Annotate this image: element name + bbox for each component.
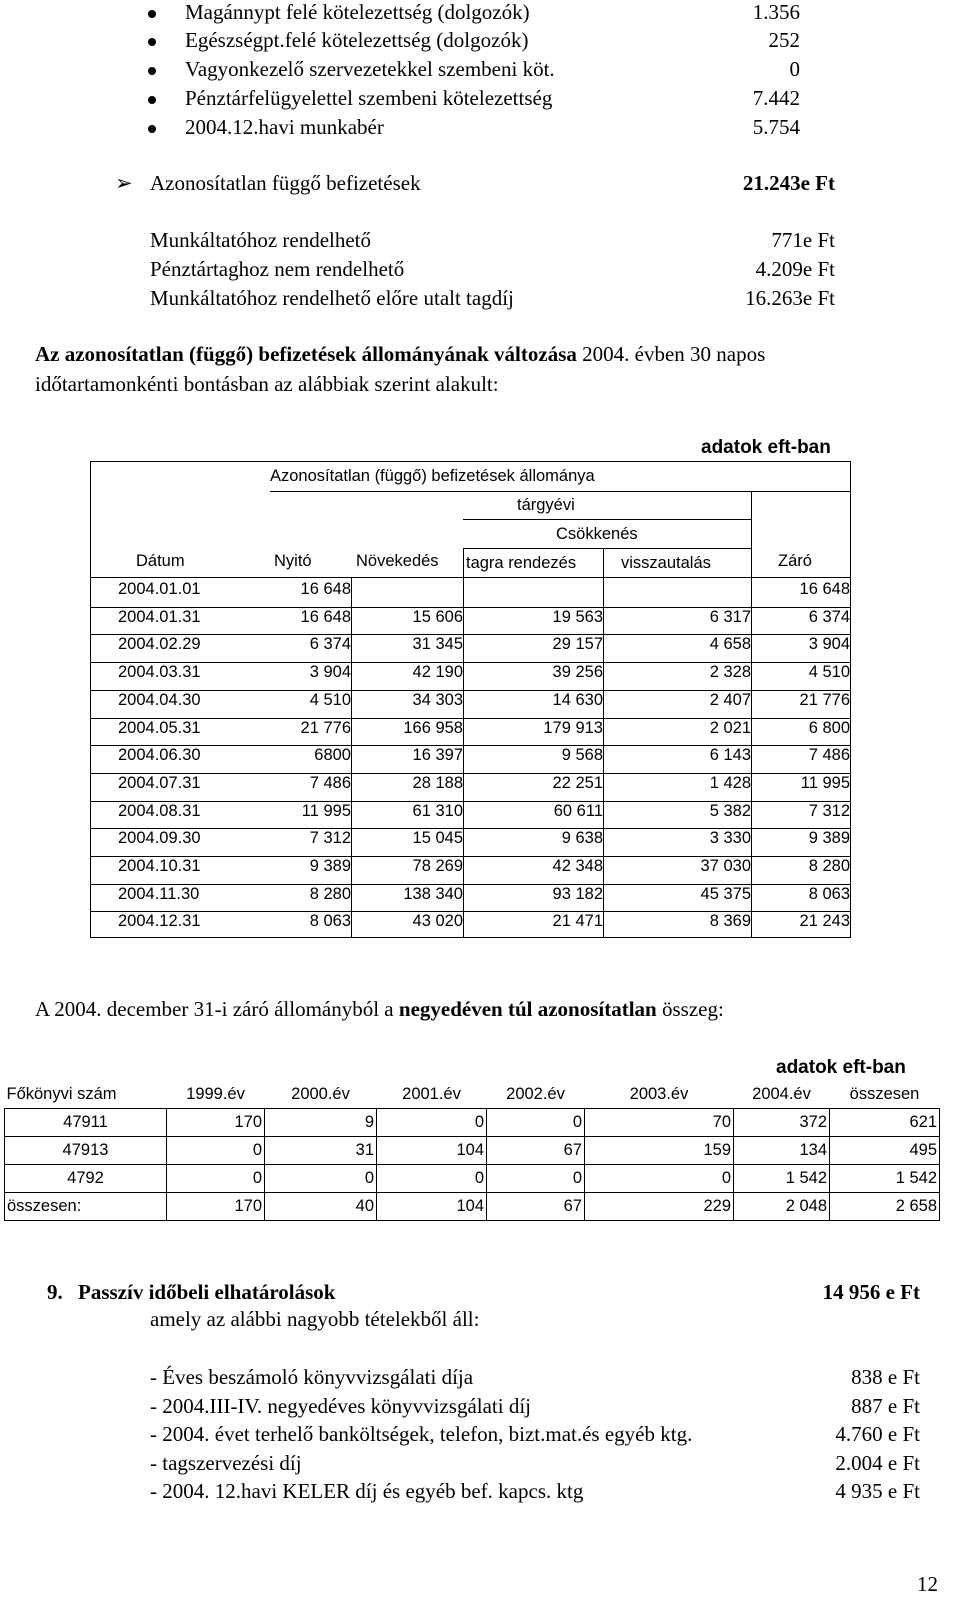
cell-date: 2004.10.31	[118, 857, 201, 875]
header-group: Azonosítatlan (függő) befizetések állománya	[270, 467, 595, 485]
account-cell: 4792	[5, 1165, 167, 1193]
cell-member: 60 611	[553, 802, 603, 820]
cell-member: 39 256	[552, 663, 603, 681]
amount-cell: 159	[585, 1137, 734, 1165]
cell-date: 2004.01.31	[118, 608, 201, 626]
amount-cell: 9	[265, 1109, 377, 1137]
bullet-label: Pénztárfelügyelettel szembeni kötelezettség	[185, 86, 553, 110]
cell-close: 16 648	[799, 580, 850, 598]
cell-refund: 37 030	[700, 857, 751, 875]
ledger-table	[4, 1081, 940, 1221]
amount-cell: 104	[377, 1193, 487, 1221]
item-label: Munkáltatóhoz rendelhető előre utalt tagdíj	[150, 286, 514, 310]
cell-refund: 4 658	[709, 635, 751, 653]
section-number: 9.	[47, 1280, 63, 1304]
header-refund: visszautalás	[621, 554, 711, 572]
cell-date: 2004.03.31	[118, 663, 201, 681]
cell-open: 11 995	[301, 802, 351, 820]
cell-refund: 2 407	[709, 691, 751, 709]
cell-date: 2004.12.31	[118, 912, 201, 930]
bullet-dot	[148, 67, 156, 75]
cell-refund: 8 369	[709, 912, 751, 930]
cell-increase: 138 340	[403, 885, 463, 903]
amount-cell: 229	[585, 1193, 734, 1221]
cell-increase: 16 397	[412, 746, 463, 764]
amount-cell: 495	[830, 1137, 940, 1165]
amount-cell: 621	[830, 1109, 940, 1137]
paragraph-bold: negyedéven túl azonosítatlan	[398, 997, 657, 1021]
item-value: 2.004 e Ft	[835, 1451, 920, 1475]
cell-member: 14 630	[552, 691, 603, 709]
amount-cell: 1 542	[734, 1165, 830, 1193]
table-row	[5, 1193, 940, 1221]
cell-date: 2004.07.31	[118, 774, 201, 792]
header-cell: 2000.év	[265, 1081, 377, 1109]
item-label: - tagszervezési díj	[150, 1451, 302, 1475]
cell-member: 19 563	[552, 608, 603, 626]
cell-refund: 5 382	[709, 802, 751, 820]
amount-cell: 2 658	[830, 1193, 940, 1221]
cell-close: 8 280	[808, 857, 850, 875]
cell-close: 21 776	[799, 691, 850, 709]
amount-cell: 134	[734, 1137, 830, 1165]
cell-refund: 45 375	[700, 885, 751, 903]
paragraph-bold: Az azonosítatlan (függő) befizetések állományának változása	[35, 342, 577, 366]
cell-open: 9 389	[309, 857, 351, 875]
bullet-dot	[148, 96, 156, 104]
table-header-row	[5, 1081, 940, 1109]
paragraph-line: időtartamonkénti bontásban az alábbiak szerint alakult:	[35, 372, 499, 396]
cell-increase: 43 020	[412, 912, 463, 930]
item-label: - 2004.III-IV. negyedéves könyvvizsgálati díj	[150, 1394, 532, 1418]
item-label: Munkáltatóhoz rendelhető	[150, 228, 372, 252]
item-value: 4 935 e Ft	[835, 1479, 920, 1503]
header-close: Záró	[778, 552, 812, 570]
paragraph-text: 2004. évben 30 napos	[576, 342, 766, 366]
amount-cell: 70	[585, 1109, 734, 1137]
cell-increase: 42 190	[412, 663, 463, 681]
cell-open: 6800	[314, 746, 351, 764]
cell-open: 16 648	[300, 580, 351, 598]
cell-date: 2004.08.31	[118, 802, 201, 820]
item-label: Pénztártaghoz nem rendelhető	[150, 257, 405, 281]
bullet-value: 7.442	[752, 86, 800, 110]
section-subtitle: amely az alábbi nagyobb tételekből áll:	[150, 1307, 480, 1331]
table-row	[5, 1165, 940, 1193]
header-cell: 2004.év	[734, 1081, 830, 1109]
cell-increase: 15 045	[412, 829, 463, 847]
header-increase: Növekedés	[356, 552, 439, 570]
bullet-label: Vagyonkezelő szervezetekkel szembeni köt.	[185, 57, 555, 81]
cell-member: 9 638	[561, 829, 603, 847]
cell-date: 2004.11.30	[118, 885, 200, 903]
paragraph-text: összeg:	[656, 997, 724, 1021]
item-value: 4.760 e Ft	[835, 1422, 920, 1446]
cell-close: 6 800	[808, 719, 850, 737]
account-cell: 47911	[5, 1109, 167, 1137]
header-member: tagra rendezés	[466, 554, 577, 572]
cell-close: 9 389	[808, 829, 850, 847]
item-value: 16.263e Ft	[745, 286, 835, 310]
cell-close: 3 904	[808, 635, 850, 653]
cell-open: 16 648	[300, 608, 351, 626]
cell-member: 21 471	[552, 912, 603, 930]
table-row	[5, 1137, 940, 1165]
table-row	[5, 1109, 940, 1137]
cell-member: 42 348	[552, 857, 603, 875]
header-cell: 2001.év	[377, 1081, 487, 1109]
header-cell: 1999.év	[167, 1081, 265, 1109]
section-title: Azonosítatlan függő befizetések	[150, 171, 421, 195]
amount-cell: 170	[167, 1193, 265, 1221]
arrow-bullet-icon: ➢	[115, 171, 133, 195]
header-cell: összesen	[830, 1081, 940, 1109]
cell-close: 7 312	[808, 802, 850, 820]
cell-increase: 15 606	[412, 608, 463, 626]
header-year: tárgyévi	[517, 496, 575, 514]
item-value: 4.209e Ft	[755, 257, 835, 281]
header-decrease: Csökkenés	[556, 525, 638, 543]
cell-open: 6 374	[309, 635, 351, 653]
amount-cell: 104	[377, 1137, 487, 1165]
amount-cell: 0	[265, 1165, 377, 1193]
item-value: 771e Ft	[771, 228, 835, 252]
bullet-dot	[148, 38, 156, 46]
header-cell: 2002.év	[487, 1081, 585, 1109]
section-total: 21.243e Ft	[742, 171, 835, 195]
amount-cell: 0	[377, 1109, 487, 1137]
bullet-value: 0	[789, 57, 800, 81]
cell-open: 3 904	[309, 663, 351, 681]
cell-refund: 1 428	[709, 774, 751, 792]
cell-close: 21 243	[799, 912, 850, 930]
cell-date: 2004.04.30	[118, 691, 201, 709]
cell-close: 4 510	[808, 663, 850, 681]
bullet-dot	[148, 125, 156, 133]
header-cell: Főkönyvi szám	[5, 1081, 167, 1109]
amount-cell: 0	[487, 1165, 585, 1193]
cell-increase: 31 345	[412, 635, 463, 653]
cell-close: 8 063	[808, 885, 850, 903]
paragraph-text: A 2004. december 31-i záró állományból a	[35, 997, 399, 1021]
amount-cell: 0	[167, 1165, 265, 1193]
cell-member: 9 568	[561, 746, 603, 764]
cell-refund: 2 021	[709, 719, 751, 737]
cell-increase: 61 310	[412, 802, 463, 820]
amount-cell: 2 048	[734, 1193, 830, 1221]
bullet-label: Magánnypt felé kötelezettség (dolgozók)	[185, 0, 530, 24]
header-date: Dátum	[136, 552, 185, 570]
cell-increase: 166 958	[403, 719, 463, 737]
cell-open: 4 510	[309, 691, 351, 709]
cell-refund: 2 328	[709, 663, 751, 681]
item-value: 838 e Ft	[851, 1365, 920, 1389]
paragraph-line	[35, 342, 765, 367]
amount-cell: 0	[167, 1137, 265, 1165]
bullet-label: 2004.12.havi munkabér	[185, 115, 384, 139]
amount-cell: 1 542	[830, 1165, 940, 1193]
cell-member: 93 182	[552, 885, 603, 903]
amount-cell: 67	[487, 1193, 585, 1221]
amount-cell: 372	[734, 1109, 830, 1137]
amount-cell: 0	[585, 1165, 734, 1193]
cell-refund: 3 330	[709, 829, 751, 847]
item-label: - Éves beszámoló könyvvizsgálati díja	[150, 1365, 474, 1389]
table-unit: adatok eft-ban	[701, 437, 831, 458]
cell-date: 2004.06.30	[118, 746, 201, 764]
item-value: 887 e Ft	[851, 1394, 920, 1418]
cell-increase: 78 269	[412, 857, 463, 875]
section-title: Passzív időbeli elhatárolások	[78, 1280, 336, 1304]
cell-refund: 6 317	[709, 608, 751, 626]
header-cell: 2003.év	[585, 1081, 734, 1109]
account-cell: 47913	[5, 1137, 167, 1165]
amount-cell: 0	[377, 1165, 487, 1193]
page-number: 12	[917, 1572, 938, 1596]
item-label: - 2004. évet terhelő banköltségek, telefon, bizt.mat.és egyéb ktg.	[150, 1422, 693, 1446]
item-label: - 2004. 12.havi KELER díj és egyéb bef. kapcs. ktg	[150, 1479, 584, 1503]
cell-member: 179 913	[543, 719, 603, 737]
paragraph-line	[35, 997, 724, 1022]
cell-open: 21 776	[300, 719, 351, 737]
bullet-dot	[148, 10, 156, 18]
amount-cell: 170	[167, 1109, 265, 1137]
cell-increase: 28 188	[412, 774, 463, 792]
amount-cell: 31	[265, 1137, 377, 1165]
cell-date: 2004.05.31	[118, 719, 201, 737]
cell-member: 29 157	[552, 635, 603, 653]
cell-date: 2004.02.29	[118, 635, 201, 653]
cell-date: 2004.01.01	[118, 580, 201, 598]
cell-close: 11 995	[800, 774, 850, 792]
section-total: 14 956 e Ft	[822, 1280, 920, 1304]
cell-increase: 34 303	[412, 691, 463, 709]
cell-open: 7 486	[309, 774, 351, 792]
bullet-label: Egészségpt.felé kötelezettség (dolgozók)	[185, 28, 529, 52]
cell-date: 2004.09.30	[118, 829, 201, 847]
cell-open: 8 063	[309, 912, 351, 930]
bullet-value: 5.754	[752, 115, 800, 139]
amount-cell: 40	[265, 1193, 377, 1221]
cell-close: 6 374	[808, 608, 850, 626]
cell-refund: 6 143	[709, 746, 751, 764]
header-open: Nyitó	[274, 552, 312, 570]
table-unit: adatok eft-ban	[776, 1057, 906, 1078]
cell-member: 22 251	[552, 774, 603, 792]
cell-open: 8 280	[309, 885, 351, 903]
amount-cell: 67	[487, 1137, 585, 1165]
cell-open: 7 312	[309, 829, 351, 847]
amount-cell: 0	[487, 1109, 585, 1137]
bullet-value: 1.356	[752, 0, 800, 24]
bullet-value: 252	[768, 28, 800, 52]
account-cell: összesen:	[5, 1193, 167, 1221]
cell-close: 7 486	[808, 746, 850, 764]
